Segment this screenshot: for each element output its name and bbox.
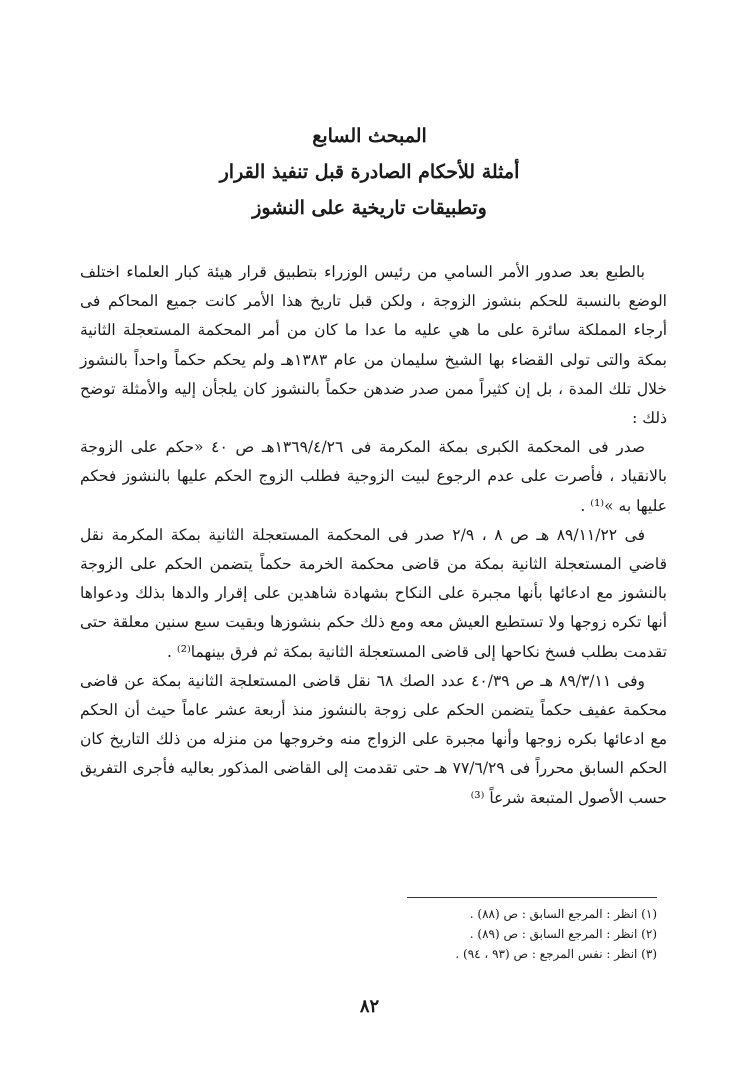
paragraph-example-2: فى ٨٩/١١/٢٢ هـ ص ٨ ، ٢/٩ صدر فى المحكمة المستعجلة الثانية بمكة المكرمة نقل قاضي المستعجلة الثانية بمكة من قاضى محكمة الخرمة حكماً يتضمن الحكم على الزوجة بالنشوز مع ادعائها بأنها مجبرة على النكاح بشهادة شاهدين على إقرار والدها بذلك ودعواها أنها تكره زوجها ولا تستطيع العيش معه ومع ذلك حكم بنشوزها وبقيت سبع سنين معلقة حتى تقدمت بطلب فسخ نكاحها إلى قاضى المستعجلة الثانية بمكة ثم فرق بينهما⁽²⁾ . bbox=[80, 525, 667, 661]
page-number: ٨٢ bbox=[359, 996, 380, 1017]
footnotes bbox=[257, 904, 657, 964]
footnote-2: (٢) انظر : المرجع السابق : ص (٨٩) . bbox=[469, 927, 657, 941]
chapter-heading bbox=[0, 118, 739, 226]
title-line-2: وتطبيقات تاريخية على النشوز bbox=[252, 197, 487, 219]
footnote-1: (١) انظر : المرجع السابق : ص (٨٨) . bbox=[469, 907, 657, 921]
paragraph-intro: بالطبع بعد صدور الأمر السامي من رئيس الوزراء بتطبيق قرار هيئة كبار العلماء اختلف الوضع بالنسبة للحكم بنشوز الزوجة ، ولكن قبل تاريخ هذا الأمر كانت جميع المحاكم فى أرجاء المملكة سائرة على ما هي عليه ما عدا ما كان من أمر المحكمة المستعجلة الثانية بمكة والتى تولى القضاء بها الشيخ سليمان من عام ١٣٨٣هـ ولم يحكم حكماً واحداً بالنشوز خلال تلك المدة ، بل إن كثيراً ممن صدر ضدهن حكماً بالنشوز كان يلجأن إليه والأمثلة توضح ذلك : bbox=[80, 263, 667, 428]
body-text bbox=[80, 258, 667, 813]
footnote-divider bbox=[407, 897, 657, 898]
paragraph-example-3: وفى ٨٩/٣/١١ هـ ص ٤٠/٣٩ عدد الصك ٦٨ نقل قاضى المستعلجة الثانية بمكة عن قاضى محكمة عفيف حكماً يتضمن الحكم على زوجة بالنشوز منذ أربعة عشر عاماً حيث أن الحكم مع ادعائها بكره زوجها وأنها مجبرة على الزواج منه وخروجها من منزله من ذلك التاريخ كان الحكم السابق محرراً فى ٧٧/٦/٢٩ هـ حتى تقدمت إلى القاضى المذكور بعاليه فأجرى التفريق حسب الأصول المتبعة شرعاً ⁽³⁾ bbox=[80, 671, 668, 807]
title-line-1: أمثلة للأحكام الصادرة قبل تنفيذ القرار bbox=[219, 161, 520, 183]
paragraph-example-1: صدر فى المحكمة الكبرى بمكة المكرمة فى ١٣٦٩/٤/٢٦هـ ص ٤٠ «حكم على الزوجة بالانقياد ، فأصرت على عدم الرجوع لبيت الزوجية فطلب الزوج الحكم عليها بالنشوز فحكم عليها به »⁽¹⁾ . bbox=[80, 438, 667, 515]
footnote-3: (٣) انظر : نفس المرجع : ص (٩٣ ، ٩٤) . bbox=[455, 947, 657, 961]
section-title: المبحث السابع bbox=[312, 125, 427, 147]
